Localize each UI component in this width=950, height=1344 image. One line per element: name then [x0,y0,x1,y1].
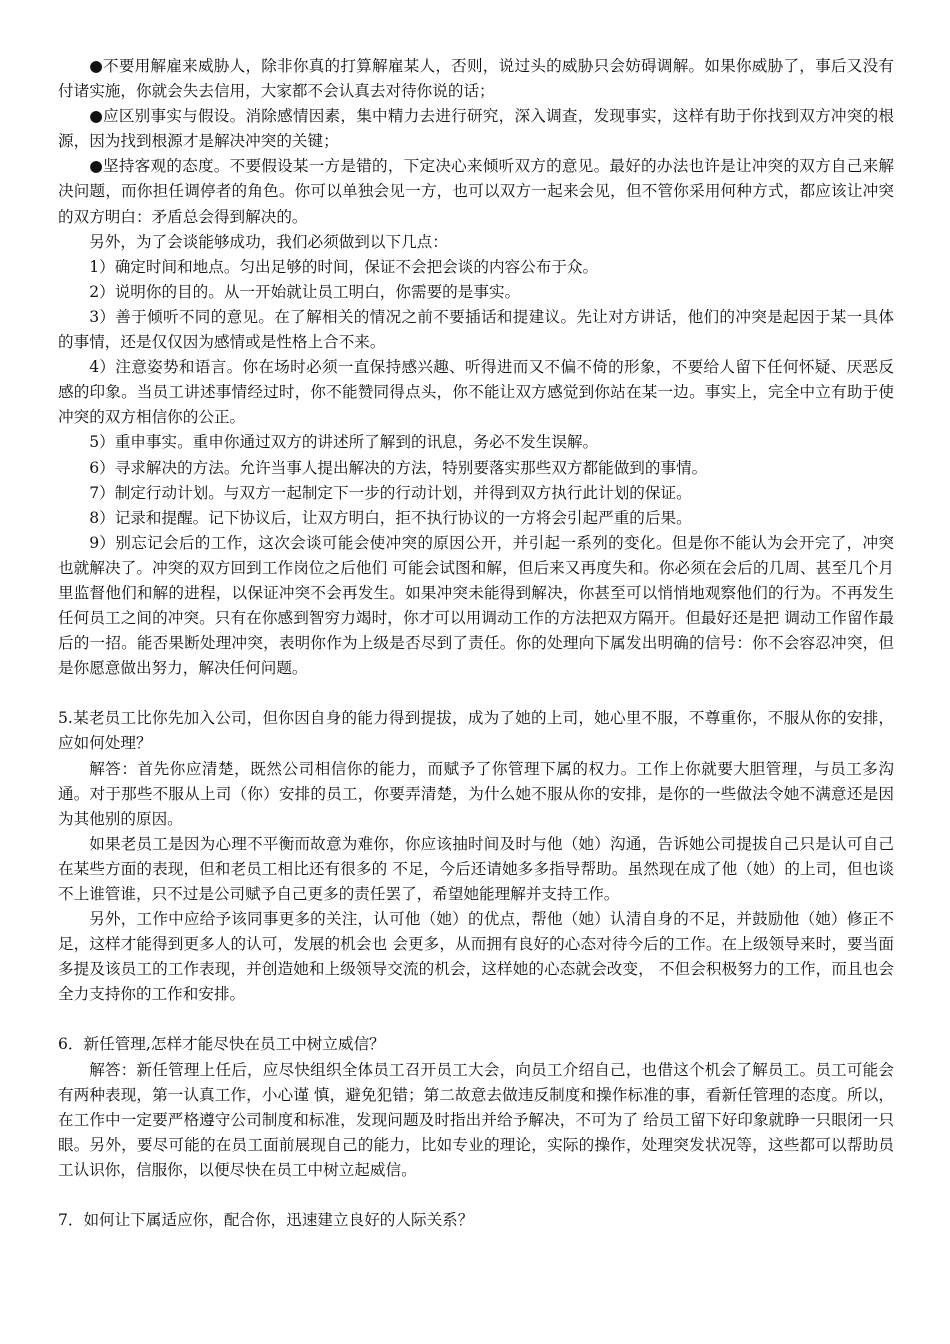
meeting-point-3: 3）善于倾听不同的意见。在了解相关的情况之前不要插话和提建议。先让对方讲话，他们的冲突是起因于某一具体的事情，还是仅仅因为感情或是性格上合不来。 [58,307,894,352]
meeting-point-8: 8）记录和提醒。记下协议后，让双方明白，拒不执行协议的一方将会引起严重的后果。 [89,508,692,527]
meeting-point-4: 4）注意姿势和语言。你在场时必须一直保持感兴趣、听得进而又不偏不倚的形象，不要给人留下任何怀疑、厌恶反感的印象。当员工讲述事情经过时，你不能赞同得点头，你不能让双方感觉到你站在某一边。事实上，完全中立有助于使冲突的双方相信你的公正。 [58,358,894,427]
meeting-point-9: 9）别忘记会后的工作，这次会谈可能会使冲突的原因公开，并引起一系列的变化。但是你不能认为会开完了，冲突也就解决了。冲突的双方回到工作岗位之后他们 可能会试图和解，但后来又再度失和。你必须在会后的几周、甚至几个月里监督他们和解的进程，以保证冲突不会再发生。如果冲突未能得到解决，你甚至可以悄悄地观察他们的行为。不再发生任何员工之间的冲突。只有在你感到智穷力竭时，你才可以用调动工作的方法把双方隔开。但最好还是把 调动工作留作最后的一招。能否果断处理冲突，表明你作为上级是否尽到了责任。你的处理向下属发出明确的信号：你不会容忍冲突，但是你愿意做出努力，解决任何问题。 [58,533,894,678]
document-page [58,54,894,1233]
section-spacer [58,681,894,706]
bullet-objective: ●坚持客观的态度。不要假设某一方是错的，下定决心来倾听双方的意见。最好的办法也许是让冲突的双方自己来解决问题，而你担任调停者的角色。你可以单独会见一方，也可以双方一起来会见，但不管你采用何种方式，都应该让冲突的双方明白：矛盾总会得到解决的。 [58,157,894,226]
meeting-intro: 另外，为了会谈能够成功，我们必须做到以下几点： [89,232,448,251]
section-spacer [58,1183,894,1208]
question-6: 6．新任管理,怎样才能尽快在员工中树立威信？ [58,1035,385,1054]
answer-6-paragraph-1: 解答：新任管理上任后，应尽快组织全体员工召开员工大会，向员工介绍自己，也借这个机会了解员工。员工可能会有两种表现，第一认真工作，小心谨 慎，避免犯错；第二故意去做违反制度和操作标准的事，看新任管理的态度。所以，在工作中一定要严格遵守公司制度和标准，发现问题及时指出并给予解决，不可为了 给员工留下好印象就睁一只眼闭一只眼。另外，要尽可能的在员工面前展现自己的能力，比如专业的理论，实际的操作，处理突发状况等，这些都可以帮助员工认识你，信服你，以便尽快在员工中树立起威信。 [58,1060,894,1179]
answer-5-paragraph-2: 如果老员工是因为心理不平衡而故意为难你，你应该抽时间及时与他（她）沟通，告诉她公司提拔自己只是认可自己在某些方面的表现，但和老员工相比还有很多的 不足，今后还请她多多指导帮助。虽然现在成了他（她）的上司，但也谈不上谁管谁，只不过是公司赋予自己更多的责任罢了，希望她能理解并支持工作。 [58,834,894,903]
answer-5-paragraph-3: 另外，工作中应给予该同事更多的关注，认可他（她）的优点，帮他（她）认清自身的不足，并鼓励他（她）修正不足，这样才能得到更多人的认可，发展的机会也 会更多，从而拥有良好的心态对待今后的工作。在上级领导来时，要当面多提及该员工的工作表现，并创造她和上级领导交流的机会，这样她的心态就会改变， 不但会积极努力的工作，而且也会全力支持你的工作和安排。 [58,910,894,1004]
bullet-threat: ●不要用解雇来威胁人，除非你真的打算解雇某人，否则，说过头的威胁只会妨碍调解。如果你威胁了，事后又没有付诸实施，你就会失去信用，大家都不会认真去对待你说的话； [58,57,894,101]
meeting-point-5: 5）重申事实。重申你通过双方的讲述所了解到的讯息，务必不发生误解。 [89,433,599,452]
meeting-point-1: 1）确定时间和地点。匀出足够的时间，保证不会把会谈的内容公布于众。 [89,257,599,276]
meeting-point-2: 2）说明你的目的。从一开始就让员工明白，你需要的是事实。 [89,282,521,301]
bullet-facts: ●应区别事实与假设。消除感情因素，集中精力去进行研究，深入调查，发现事实，这样有助于你找到双方冲突的根源，因为找到根源才是解决冲突的关键； [58,107,894,151]
meeting-point-7: 7）制定行动计划。与双方一起制定下一步的行动计划，并得到双方执行此计划的保证。 [89,483,692,502]
question-5: 5.某老员工比你先加入公司，但你因自身的能力得到提拔，成为了她的上司，她心里不服，不尊重你，不服从你的安排，应如何处理？ [58,709,894,753]
answer-5-paragraph-1: 解答：首先你应清楚，既然公司相信你的能力，而赋予了你管理下属的权力。工作上你就要大胆管理，与员工多沟通。对于那些不服从上司（你）安排的员工，你要弄清楚，为什么她不服从你的安排，是你的一些做法令她不满意还是因为其他别的原因。 [58,759,894,828]
question-7: 7．如何让下属适应你，配合你，迅速建立良好的人际关系？ [58,1211,474,1230]
section-spacer [58,1007,894,1032]
meeting-point-6: 6）寻求解决的方法。允许当事人提出解决的方法，特别要落实那些双方都能做到的事情。 [89,458,708,477]
